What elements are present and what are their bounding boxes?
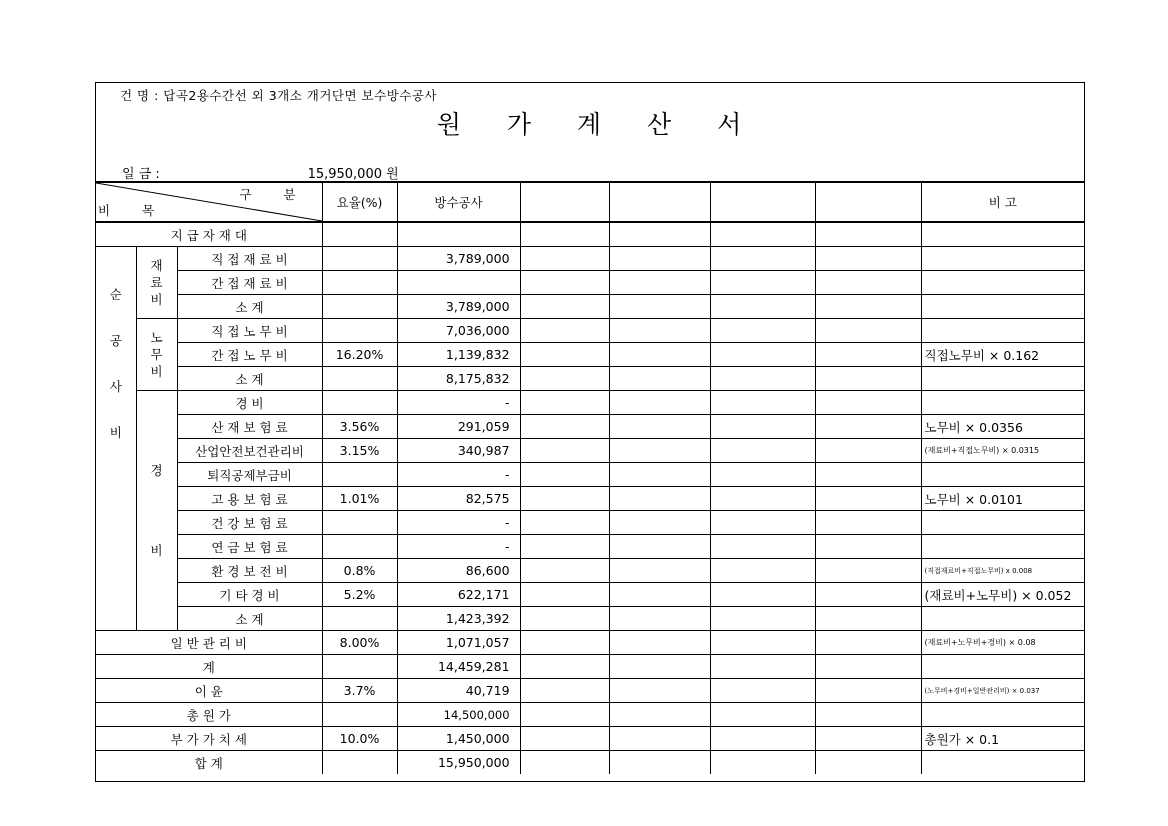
row-remark: (재료비+직접노무비) × 0.0315 <box>921 439 1084 463</box>
empty-cell <box>609 319 710 343</box>
row-rate <box>322 607 397 631</box>
row-label: 일 반 관 리 비 <box>96 631 322 655</box>
empty-cell <box>520 511 609 535</box>
empty-cell <box>815 655 921 679</box>
row-rate <box>322 247 397 271</box>
table-row <box>96 319 1084 343</box>
row-label: 부 가 가 치 세 <box>96 727 322 751</box>
row-remark <box>921 367 1084 391</box>
empty-cell <box>520 583 609 607</box>
row-remark <box>921 511 1084 535</box>
empty-cell <box>815 319 921 343</box>
row-value: - <box>397 535 520 559</box>
row-value: 1,139,832 <box>397 343 520 367</box>
row-rate <box>322 655 397 679</box>
empty-cell <box>609 535 710 559</box>
row-rate: 3.15% <box>322 439 397 463</box>
table-row <box>96 751 1084 775</box>
row-label: 지 급 자 재 대 <box>96 222 322 247</box>
row-remark: 직접노무비 × 0.162 <box>921 343 1084 367</box>
empty-cell <box>609 727 710 751</box>
empty-cell <box>609 391 710 415</box>
table-row <box>96 583 1084 607</box>
empty-cell <box>609 222 710 247</box>
row-value: 291,059 <box>397 415 520 439</box>
empty-cell <box>520 391 609 415</box>
empty-cell <box>710 319 815 343</box>
table-row <box>96 271 1084 295</box>
amount-value: 15,950,000 <box>307 167 382 182</box>
table-row <box>96 295 1084 319</box>
empty-cell <box>815 631 921 655</box>
group-char: 노 <box>150 330 163 345</box>
group-char: 사 <box>109 378 122 394</box>
document-header <box>96 83 1084 181</box>
cost-table <box>96 181 1084 774</box>
row-label: 소 계 <box>177 295 322 319</box>
row-rate <box>322 703 397 727</box>
empty-cell <box>710 703 815 727</box>
group-char: 료 <box>150 275 163 290</box>
empty-cell <box>710 511 815 535</box>
total-amount-line <box>122 163 399 182</box>
row-label: 산업안전보건관리비 <box>177 439 322 463</box>
group-char: 재 <box>150 258 163 273</box>
row-label: 직 접 노 무 비 <box>177 319 322 343</box>
empty-cell <box>815 391 921 415</box>
row-label: 환 경 보 전 비 <box>177 559 322 583</box>
row-value: 1,423,392 <box>397 607 520 631</box>
row-rate: 10.0% <box>322 727 397 751</box>
table-row <box>96 727 1084 751</box>
row-label: 소 계 <box>177 607 322 631</box>
row-rate <box>322 271 397 295</box>
empty-cell <box>710 367 815 391</box>
empty-header-cell <box>609 182 710 222</box>
table-row <box>96 222 1084 247</box>
empty-cell <box>520 271 609 295</box>
row-label: 간 접 노 무 비 <box>177 343 322 367</box>
empty-cell <box>520 247 609 271</box>
empty-cell <box>815 559 921 583</box>
row-rate <box>322 751 397 775</box>
row-value: 1,071,057 <box>397 631 520 655</box>
expense-group-label <box>136 391 177 631</box>
row-label: 총 원 가 <box>96 703 322 727</box>
empty-cell <box>815 222 921 247</box>
group-char: 비 <box>150 292 163 307</box>
row-remark <box>921 655 1084 679</box>
empty-cell <box>815 271 921 295</box>
empty-cell <box>710 487 815 511</box>
row-rate <box>322 319 397 343</box>
empty-cell <box>815 367 921 391</box>
empty-cell <box>520 535 609 559</box>
row-remark <box>921 463 1084 487</box>
row-label: 계 <box>96 655 322 679</box>
row-remark: (노무비+경비+일반관리비) × 0.037 <box>921 679 1084 703</box>
empty-header-cell <box>710 182 815 222</box>
empty-cell <box>609 607 710 631</box>
empty-cell <box>520 415 609 439</box>
empty-cell <box>609 367 710 391</box>
empty-cell <box>710 463 815 487</box>
row-rate <box>322 367 397 391</box>
table-row <box>96 391 1084 415</box>
empty-cell <box>710 655 815 679</box>
amount-label: 일 금 : <box>122 167 160 182</box>
table-header-row <box>96 182 1084 222</box>
table-row <box>96 655 1084 679</box>
row-remark <box>921 751 1084 775</box>
empty-cell <box>815 607 921 631</box>
empty-cell <box>520 559 609 583</box>
row-label: 합 계 <box>96 751 322 775</box>
table-row <box>96 631 1084 655</box>
empty-cell <box>609 487 710 511</box>
empty-cell <box>710 391 815 415</box>
row-value: 14,500,000 <box>397 703 520 727</box>
table-row <box>96 463 1084 487</box>
empty-cell <box>710 727 815 751</box>
row-rate: 5.2% <box>322 583 397 607</box>
empty-cell <box>609 679 710 703</box>
col1-header: 방수공사 <box>397 182 520 222</box>
empty-cell <box>520 487 609 511</box>
division-header-cell <box>96 182 322 222</box>
table-row <box>96 703 1084 727</box>
empty-cell <box>710 583 815 607</box>
row-value: 82,575 <box>397 487 520 511</box>
row-remark <box>921 391 1084 415</box>
empty-cell <box>815 247 921 271</box>
row-remark: (재료비+노무비+경비) × 0.08 <box>921 631 1084 655</box>
empty-cell <box>815 535 921 559</box>
row-value: - <box>397 511 520 535</box>
empty-cell <box>520 631 609 655</box>
group-char: 비 <box>109 424 122 440</box>
row-value: - <box>397 463 520 487</box>
row-label: 간 접 재 료 비 <box>177 271 322 295</box>
empty-cell <box>520 607 609 631</box>
row-value <box>397 271 520 295</box>
empty-cell <box>815 583 921 607</box>
row-value: 7,036,000 <box>397 319 520 343</box>
empty-cell <box>520 679 609 703</box>
empty-header-cell <box>520 182 609 222</box>
row-rate <box>322 463 397 487</box>
row-rate <box>322 511 397 535</box>
group-char: 경 <box>150 462 163 478</box>
row-label: 퇴직공제부금비 <box>177 463 322 487</box>
row-rate <box>322 391 397 415</box>
row-label: 연 금 보 험 료 <box>177 535 322 559</box>
labor-group-label <box>136 319 177 391</box>
row-value: 8,175,832 <box>397 367 520 391</box>
row-remark: (직접재료비+직접노무비) x 0.008 <box>921 559 1084 583</box>
row-value: 1,450,000 <box>397 727 520 751</box>
row-remark: 노무비 × 0.0356 <box>921 415 1084 439</box>
empty-cell <box>815 751 921 775</box>
empty-cell <box>710 343 815 367</box>
row-value: 40,719 <box>397 679 520 703</box>
row-label: 경 비 <box>177 391 322 415</box>
empty-cell <box>609 583 710 607</box>
empty-cell <box>520 367 609 391</box>
row-value: 622,171 <box>397 583 520 607</box>
table-row <box>96 367 1084 391</box>
row-remark <box>921 607 1084 631</box>
empty-cell <box>710 271 815 295</box>
table-row <box>96 343 1084 367</box>
empty-cell <box>710 535 815 559</box>
empty-cell <box>710 751 815 775</box>
empty-cell <box>710 247 815 271</box>
empty-cell <box>609 511 710 535</box>
row-remark: (재료비+노무비) × 0.052 <box>921 583 1084 607</box>
row-label: 소 계 <box>177 367 322 391</box>
empty-cell <box>520 703 609 727</box>
empty-cell <box>609 655 710 679</box>
rate-header: 요율(%) <box>322 182 397 222</box>
row-value: 3,789,000 <box>397 295 520 319</box>
row-value: 340,987 <box>397 439 520 463</box>
group-char: 순 <box>109 286 122 302</box>
empty-cell <box>609 463 710 487</box>
row-value <box>397 222 520 247</box>
row-remark <box>921 295 1084 319</box>
empty-cell <box>710 607 815 631</box>
material-group-label <box>136 247 177 319</box>
empty-cell <box>609 271 710 295</box>
table-row <box>96 607 1084 631</box>
empty-cell <box>710 439 815 463</box>
empty-cell <box>520 222 609 247</box>
empty-cell <box>609 247 710 271</box>
empty-cell <box>815 487 921 511</box>
row-remark: 총원가 × 0.1 <box>921 727 1084 751</box>
row-label: 고 용 보 험 료 <box>177 487 322 511</box>
spacer <box>99 444 133 594</box>
table-row <box>96 487 1084 511</box>
empty-cell <box>710 295 815 319</box>
row-value: 14,459,281 <box>397 655 520 679</box>
row-label: 이 윤 <box>96 679 322 703</box>
empty-cell <box>609 343 710 367</box>
empty-cell <box>815 727 921 751</box>
row-value: 3,789,000 <box>397 247 520 271</box>
remark-header: 비 고 <box>921 182 1084 222</box>
project-name: 건 명 : 답곡2용수간선 외 3개소 개거단면 보수방수공사 <box>120 88 438 103</box>
row-value: 86,600 <box>397 559 520 583</box>
empty-cell <box>520 727 609 751</box>
row-label: 직 접 재 료 비 <box>177 247 322 271</box>
empty-cell <box>520 463 609 487</box>
group-char: 비 <box>150 542 163 558</box>
row-label: 기 타 경 비 <box>177 583 322 607</box>
empty-cell <box>609 439 710 463</box>
empty-cell <box>609 631 710 655</box>
empty-cell <box>815 295 921 319</box>
row-remark <box>921 247 1084 271</box>
amount-unit: 원 <box>386 167 399 182</box>
empty-header-cell <box>815 182 921 222</box>
row-rate: 16.20% <box>322 343 397 367</box>
empty-cell <box>815 679 921 703</box>
empty-cell <box>609 751 710 775</box>
row-rate: 1.01% <box>322 487 397 511</box>
row-label: 산 재 보 험 료 <box>177 415 322 439</box>
row-value: 15,950,000 <box>397 751 520 775</box>
table-row <box>96 415 1084 439</box>
row-rate <box>322 535 397 559</box>
empty-cell <box>520 295 609 319</box>
table-row <box>96 535 1084 559</box>
empty-cell <box>520 655 609 679</box>
table-row <box>96 247 1084 271</box>
row-remark <box>921 535 1084 559</box>
group-char: 공 <box>109 332 122 348</box>
row-rate <box>322 222 397 247</box>
empty-cell <box>710 222 815 247</box>
row-value: - <box>397 391 520 415</box>
group-char: 비 <box>150 364 163 379</box>
empty-cell <box>815 343 921 367</box>
empty-cell <box>815 703 921 727</box>
row-rate: 8.00% <box>322 631 397 655</box>
division-top-label: 구 분 <box>239 187 310 202</box>
empty-cell <box>609 295 710 319</box>
group-char: 무 <box>150 347 163 362</box>
table-row <box>96 559 1084 583</box>
row-remark <box>921 703 1084 727</box>
row-rate: 3.7% <box>322 679 397 703</box>
row-rate: 3.56% <box>322 415 397 439</box>
empty-cell <box>710 631 815 655</box>
empty-cell <box>815 439 921 463</box>
division-bottom-label: 비 목 <box>98 203 169 218</box>
net-cost-group-label <box>96 247 136 631</box>
table-row <box>96 679 1084 703</box>
row-remark <box>921 319 1084 343</box>
empty-cell <box>815 415 921 439</box>
empty-cell <box>520 319 609 343</box>
row-rate: 0.8% <box>322 559 397 583</box>
empty-cell <box>520 439 609 463</box>
row-remark <box>921 271 1084 295</box>
row-remark: 노무비 × 0.0101 <box>921 487 1084 511</box>
empty-cell <box>609 415 710 439</box>
document-title: 원 가 계 산 서 <box>436 110 758 139</box>
row-remark <box>921 222 1084 247</box>
row-rate <box>322 295 397 319</box>
empty-cell <box>815 511 921 535</box>
empty-cell <box>520 343 609 367</box>
table-row <box>96 439 1084 463</box>
empty-cell <box>710 415 815 439</box>
empty-cell <box>609 703 710 727</box>
empty-cell <box>520 751 609 775</box>
cost-statement-sheet <box>95 82 1085 782</box>
row-label: 건 강 보 험 료 <box>177 511 322 535</box>
empty-cell <box>815 463 921 487</box>
empty-cell <box>609 559 710 583</box>
empty-cell <box>710 559 815 583</box>
empty-cell <box>710 679 815 703</box>
table-row <box>96 511 1084 535</box>
